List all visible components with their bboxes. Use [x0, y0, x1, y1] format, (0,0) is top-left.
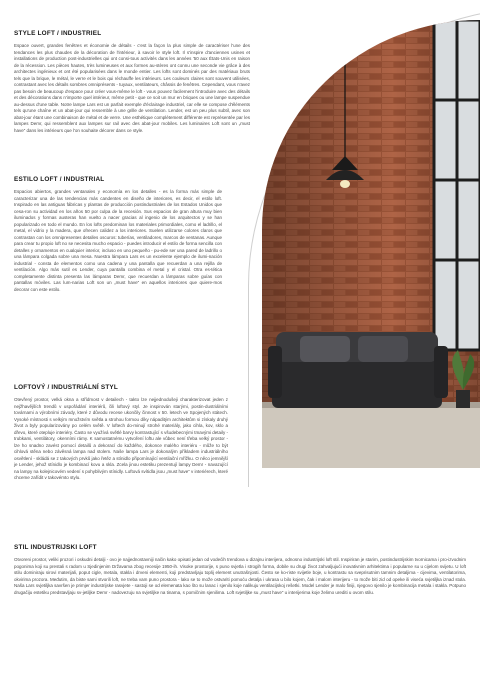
section-title: STYLE LOFT / INDUSTRIEL — [14, 30, 102, 37]
loft-interior-photo — [262, 20, 480, 468]
section-title: ESTILO LOFT / INDUSTRIAL — [14, 176, 105, 183]
section-loftovy-styl-cz — [14, 384, 228, 482]
section-body: Espacios abiertos, grandes ventanales y economía en los detalles - es la forma más simple de caracterizar una de las tendencias más candentes en diseño de interiores, es decir, el estilo loft. Inspirado en las antiguas fábricas y plantas de producción postindustriales de los Estados Unidos que cesa-ron su actividad en los años 50 por culpa de la recesión. Sus espacios de gran altura muy bien iluminados y formas austeras han vuelto a nacer gracias al ingenio de los arquitectos y se han popularizado en todo el mundo. En los lofts predominan los materiales primordiales, como el ladrillo, el metal, el vidrio y la madera, que ofrecen calidez a los interiores. Suelen utilizarse colores claros que contrastan con los omnipresentes detalles oscuros: tuberías, ventiladores, marcos de ventanas. Aunque para crear tu propio loft no se necesita mucho espacio - puedes introducir el estilo de forma sencilla con detalles y ornamentos en cualquier interior, incluso en uno pequeño - pu-ede ser una pared de ladrillo o una lámpara colgada sobre una mesa. Nuestra lámpara Lars es un excelente ejemplo de ilumi-nación industrial - consta de elementos como una cadena y una pantalla que recuerdan a una rejilla de ventilación. Algo más sutil es Lender, cuya pantalla combina el metal y el cristal. Otra es-tética completamente distinta presenta las lámparas Demr, que recuerdan a lámparas sobre guías con pantallas móviles. Las lum-narias Loft son un „must have” en aquellos interiores que quiere-mos decorar con este estilo. — [14, 189, 222, 292]
section-title: STIL INDUSTRIJSKI LOFT — [14, 544, 97, 551]
section-estilo-loft-es — [14, 176, 222, 293]
section-style-loft-fr — [14, 30, 250, 134]
section-body: Otevřený prostor, velká okna a střídmost v detailech - takto lze nejjednodušeji charakterizovat jeden z nejžhavějších trendů v uspořádání interiérů, čili loftový styl. Je inspirován starými, postin-dustriálními továrnami a výrobními závody, které z důvodu recese ukončily činnost v 50. letech ve Spojených státech. Vysoké místnosti s velkým množstvím světla a strohou formou díky nápaditým architektům si získaly druhý život a byly popularizovány po celém světě. V loftech do-minují strohé materiály, jako cihla, kov, sklo a dřevo, které otepluje interiéry. Často se využívá světlé barvy kontrastující s všudebecnými tmavými detaily - trubkami, ventilátory, okenními rámy. K samostatnému vytvoření loftu ale vůbec není třeba velký prostor - lze ho snadno zavést pomocí detailů a dekorací do každého, dokonce malého interiéru - může to být cihlová stěna nebo závěsná lampa nad stolem. Naše lampa Lars je dokonalým příkladem industriálního osvětlení - skládá se z takových prvků jako řetěz a stínidlo připomínající ventilační mřížku. O něco jemnější je Lender, jehož stínidlo je kombinací kovu a skla. Zcela jinou estetiku prezentují lampy Demr - navazující na lampy na kolejnicovém vedení s pohyblivým stínidly. Loftová svítidla jsou „must have” v interiérech, které chceme zařídit v takovémto stylu. — [14, 397, 229, 480]
section-title: LOFTOVÝ / INDUSTRIÁLNÍ STYL — [14, 384, 118, 391]
section-body: Otvoreni prostor, veliki prozori i oskudni detalji - ovo je najjednostavniji način kako opisati jedan od vodećih trendova u dizajnu interijera, odnosno industrijski loft stil. Inspiriran je starim, postindustrijskim tvornicama i pro-izvodnim pogonima koji su prestali s radom u Sjedinjenim Državama zbog recesije 1950-ih. Visoke prostorije, s puno svjetla i strogih forma, dobile su drugi život zahvaljujući inovativnim arhitektima i popularne su u cijelom svijetu. U loft stilu dominiraju sirovi materijali, poput cigle, metala, stakla i drveni elementi, koji predstavljaju toplij element unutrašnjosti. Često se ko-riste svijetle boje, u kontrastu sa sveprisutnim tamnim detaljima - cijevima, ventilatorima, okvirima prozora. Međutim, da biste sami stvorili loft, ne treba vam puno prostora - lako se to može ostvariti pomoću detalja i ukrasa u bilo kojem, čak i malom interijeru - to može biti zid od opeke ili viseća svjetiljka iznad stola. Naša Lars svjetiljka savršen je primjer industrijske rasvjete - sastoji se od elemenata kao što su lanac i sjenilo koje nalikuju ventilacijskoj rešetki. Model Lender je malo finiji, njegovo sjenilo je kombinacija metala i stakla. Potpuno drugačiju estetiku predstavljaju sv-jetiljke Demr - nadovezuju na svjetiljke na tinama, s pomičnim sjenilima. Loft svjetiljke su „must have” u interijerima koje želimo urediti u ovom stilu. — [14, 557, 466, 595]
section-body: Espace ouvert, grandes fenêtres et économie de détails - c'est la façon la plus simple de caractériser l'une des tendances les plus chaudes de la décoration de l'intérieur, à savoir le style loft. Il s'inspire d'anciennes usines et installations de production post-industrielles qui ont consi-tous activités dans les années '50 aux États-Unis en raison de la récession. Les pièces hautes, très lumineuses et aux formes au-stères ont connu une seconde vie grâce à des architectes ingénieux et ont été popularisées dans le monde entier. Les lofts sont dominés par des matériaux bruts tels que la brique, le métal, le verre et le bois qui réchauffe les intérieurs. Les couleurs claires sont souvent utilisées, contrastant avec les détails sombres omniprésents - tuyaux, ventilateurs, châssis de fenêtres. Cependant, vous n'avez pas besoin de beaucoup d'espace pour créer vous-même le loft - vous pouvez facilement l'introduire avec des détails et des décorations dans n'importe quel intérieur, même petit - que ce soit un mur en briques ou une lampe suspendue au-dessus d'une table. Notre lampe Lars est un parfait exemple d'éclairage industriel, car elle se compose d'éléments tels qu'une chaîne et un abat-jour qui ressemble à une grille de ventilation. Lender, est un peu plus subtil, avec son abat-jour étant une combinaison de métal et de verre. Une esthétique complètement différente est représentée par les lampes Demr, qui ressemblent aux lampes sur rail avec des abat-jour mobiles. Les luminaires Loft sont un „must have” dans les intérieurs que l'on souhaite décorer dans ce style. — [14, 43, 250, 133]
section-stil-loft-hr — [14, 544, 466, 596]
